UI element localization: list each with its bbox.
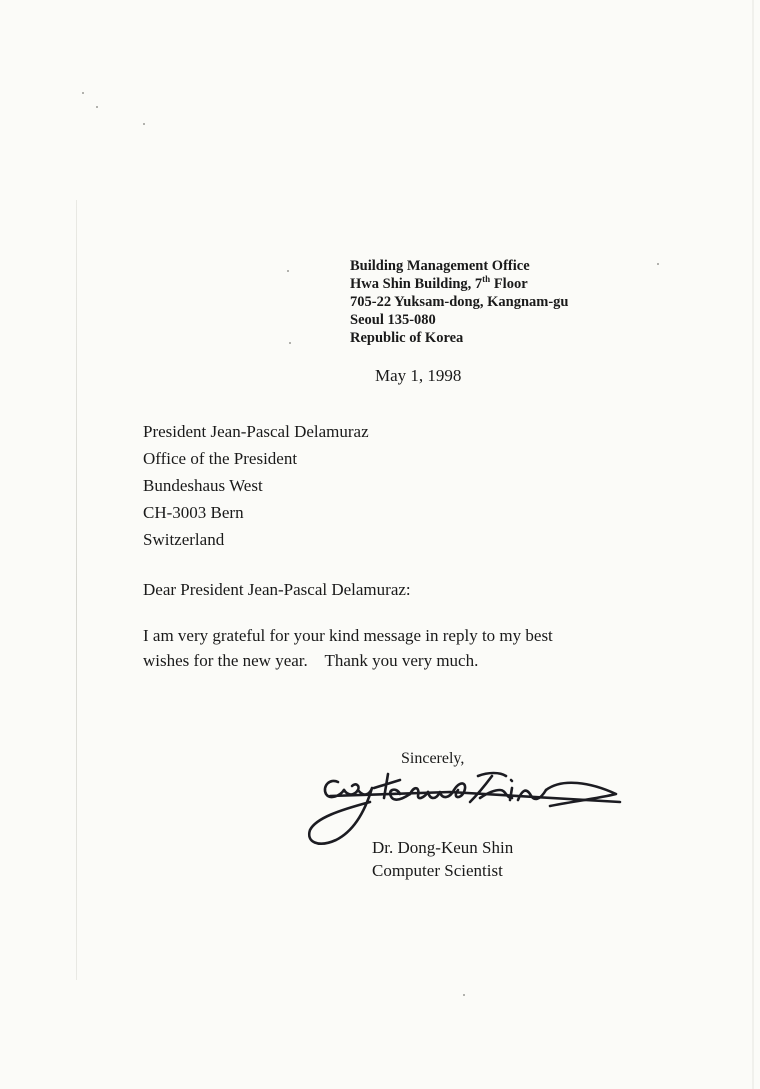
sender-floor-label: Floor bbox=[490, 276, 528, 292]
signer-block bbox=[372, 836, 513, 882]
salutation: Dear President Jean-Pascal Delamuraz: bbox=[143, 580, 411, 599]
sender-building bbox=[350, 275, 569, 293]
recipient-office: Office of the President bbox=[143, 449, 298, 468]
scan-edge-right bbox=[752, 0, 754, 1089]
scan-speck bbox=[82, 92, 84, 94]
scan-speck bbox=[657, 263, 659, 265]
letter-body bbox=[143, 623, 613, 673]
letter-date: May 1, 1998 bbox=[375, 366, 462, 385]
scan-edge-line bbox=[76, 200, 77, 980]
scan-speck bbox=[96, 106, 98, 108]
closing: Sincerely, bbox=[401, 750, 465, 767]
recipient-city: CH-3003 Bern bbox=[143, 503, 244, 522]
sender-city: Seoul 135-080 bbox=[350, 312, 436, 328]
scan-speck bbox=[289, 342, 291, 344]
scan-speck bbox=[143, 123, 145, 125]
recipient-building: Bundeshaus West bbox=[143, 476, 263, 495]
recipient-country: Switzerland bbox=[143, 530, 225, 549]
signer-title: Computer Scientist bbox=[372, 861, 503, 880]
scan-speck bbox=[463, 994, 465, 996]
sender-country: Republic of Korea bbox=[350, 330, 464, 346]
floor-ordinal: th bbox=[482, 274, 491, 284]
scan-speck bbox=[287, 270, 289, 272]
recipient-address bbox=[143, 418, 369, 553]
recipient-name: President Jean-Pascal Delamuraz bbox=[143, 422, 369, 441]
body-line: wishes for the new year. Thank you very much. bbox=[143, 651, 479, 670]
sender-office: Building Management Office bbox=[350, 258, 530, 274]
sender-building-name: Hwa Shin Building, 7 bbox=[350, 276, 483, 292]
body-line: I am very grateful for your kind message in reply to my best bbox=[143, 626, 553, 645]
sender-address bbox=[350, 257, 569, 347]
signer-name: Dr. Dong-Keun Shin bbox=[372, 838, 514, 857]
sender-street: 705-22 Yuksam-dong, Kangnam-gu bbox=[350, 294, 569, 310]
